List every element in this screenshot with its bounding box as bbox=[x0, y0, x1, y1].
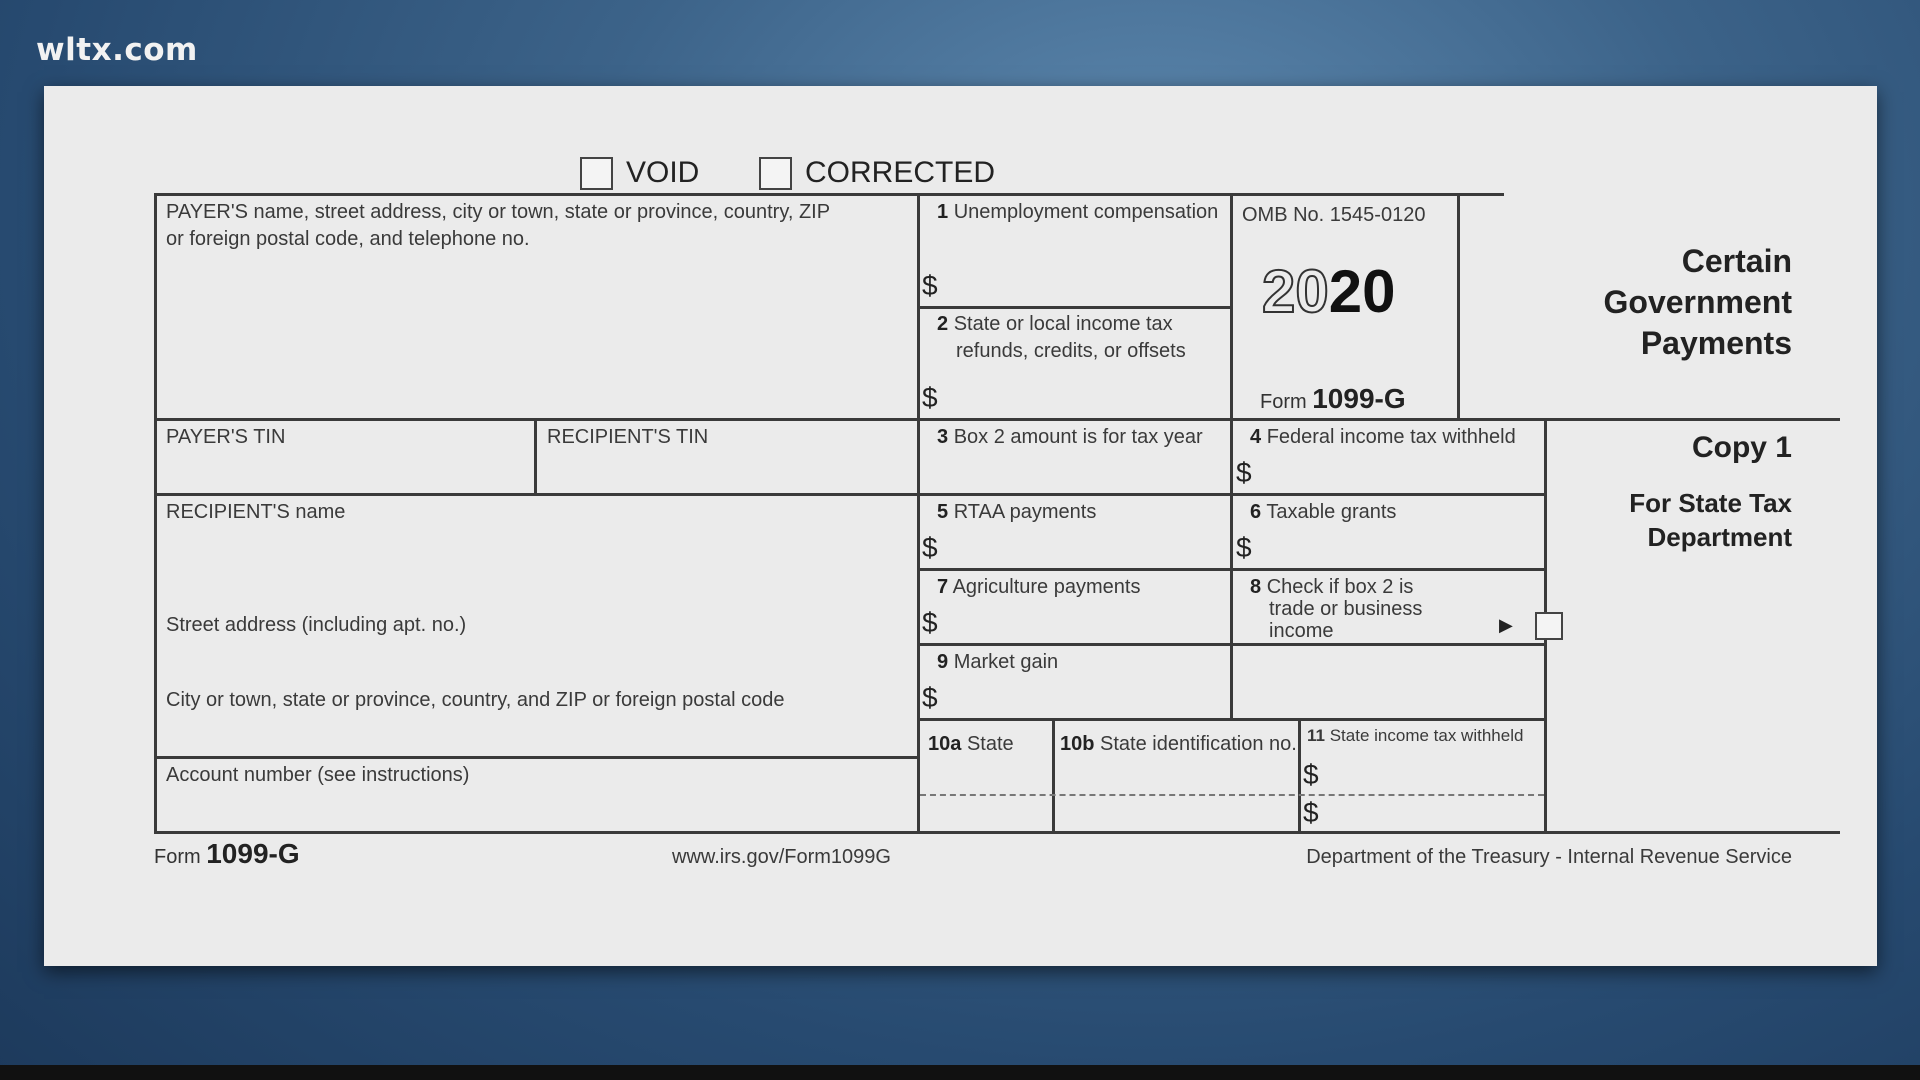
box7-dollar: $ bbox=[922, 607, 938, 638]
box8-label-end: income bbox=[1269, 620, 1334, 642]
city-label: City or town, state or province, country, and ZIP or foreign postal code bbox=[166, 689, 785, 711]
box4-label: 4 Federal income tax withheld bbox=[1250, 426, 1516, 448]
box5-label: 5 RTAA payments bbox=[937, 501, 1097, 523]
grid-line bbox=[154, 418, 1840, 421]
box1-label: 1 Unemployment compensation bbox=[937, 201, 1219, 223]
grid-line bbox=[1298, 718, 1301, 834]
box9-label: 9 Market gain bbox=[937, 651, 1059, 673]
box11-label: 11 State income tax withheld bbox=[1307, 726, 1524, 745]
box1-dollar: $ bbox=[922, 270, 938, 301]
form-title: Certain Government Payments bbox=[1603, 243, 1792, 361]
box4-dollar: $ bbox=[1236, 457, 1252, 488]
form-1099g-document bbox=[44, 86, 1877, 966]
grid-line bbox=[918, 306, 1230, 309]
street-address-label: Street address (including apt. no.) bbox=[166, 614, 467, 636]
payer-info-label-cont: or foreign postal code, and telephone no. bbox=[166, 228, 530, 250]
box2-dollar: $ bbox=[922, 382, 938, 413]
void-label: VOID bbox=[626, 156, 700, 189]
payer-info-label: PAYER'S name, street address, city or town, state or province, country, ZIP bbox=[166, 201, 831, 223]
grid-line bbox=[154, 193, 1504, 196]
footer-url: www.irs.gov/Form1099G bbox=[672, 846, 891, 868]
omb-number: OMB No. 1545-0120 bbox=[1242, 204, 1426, 226]
box9-dollar: $ bbox=[922, 682, 938, 713]
station-watermark: wltx.com bbox=[36, 32, 198, 68]
recipient-tin-label: RECIPIENT'S TIN bbox=[547, 426, 709, 448]
box10b-label: 10b State identification no. bbox=[1060, 733, 1297, 755]
void-checkbox[interactable] bbox=[580, 157, 613, 190]
account-number-label: Account number (see instructions) bbox=[166, 764, 470, 786]
box2-label: 2 State or local income tax bbox=[937, 313, 1173, 335]
box8-checkbox[interactable] bbox=[1535, 612, 1563, 640]
copy-label: Copy 1 bbox=[1691, 431, 1792, 464]
box6-dollar: $ bbox=[1236, 532, 1252, 563]
grid-line bbox=[917, 193, 920, 834]
recipient-name-label: RECIPIENT'S name bbox=[166, 501, 346, 523]
footer-form-number: Form 1099-G bbox=[154, 838, 300, 869]
copy-for-label: For State Tax Department bbox=[1629, 488, 1792, 552]
box8-label-cont: trade or business bbox=[1269, 598, 1423, 620]
box7-label: 7 Agriculture payments bbox=[937, 576, 1141, 598]
grid-line bbox=[1052, 718, 1055, 834]
payer-tin-label: PAYER'S TIN bbox=[166, 426, 286, 448]
box11-dollar-2: $ bbox=[1303, 797, 1319, 828]
corrected-label: CORRECTED bbox=[805, 156, 996, 189]
tax-year: 2020 bbox=[1262, 258, 1396, 325]
form-number-header: Form 1099-G bbox=[1260, 383, 1406, 414]
arrow-icon: ▶ bbox=[1499, 615, 1513, 635]
box11-dollar-1: $ bbox=[1303, 759, 1319, 790]
box10a-label: 10a State bbox=[928, 733, 1014, 755]
box2-label-cont: refunds, credits, or offsets bbox=[956, 340, 1186, 362]
grid-line bbox=[154, 831, 1840, 834]
box3-label: 3 Box 2 amount is for tax year bbox=[937, 426, 1203, 448]
footer-department: Department of the Treasury - Internal Revenue Service bbox=[1306, 846, 1792, 868]
video-bottom-bar bbox=[0, 1065, 1920, 1080]
box5-dollar: $ bbox=[922, 532, 938, 563]
box8-label: 8 Check if box 2 is bbox=[1250, 576, 1414, 598]
grid-line bbox=[154, 756, 920, 759]
box6-label: 6 Taxable grants bbox=[1250, 501, 1397, 523]
grid-line bbox=[534, 418, 537, 495]
corrected-checkbox[interactable] bbox=[759, 157, 792, 190]
dashed-divider bbox=[920, 794, 1544, 796]
grid-line bbox=[154, 193, 157, 834]
grid-line bbox=[1230, 193, 1233, 721]
grid-line bbox=[154, 493, 1546, 496]
grid-line bbox=[1457, 193, 1460, 420]
